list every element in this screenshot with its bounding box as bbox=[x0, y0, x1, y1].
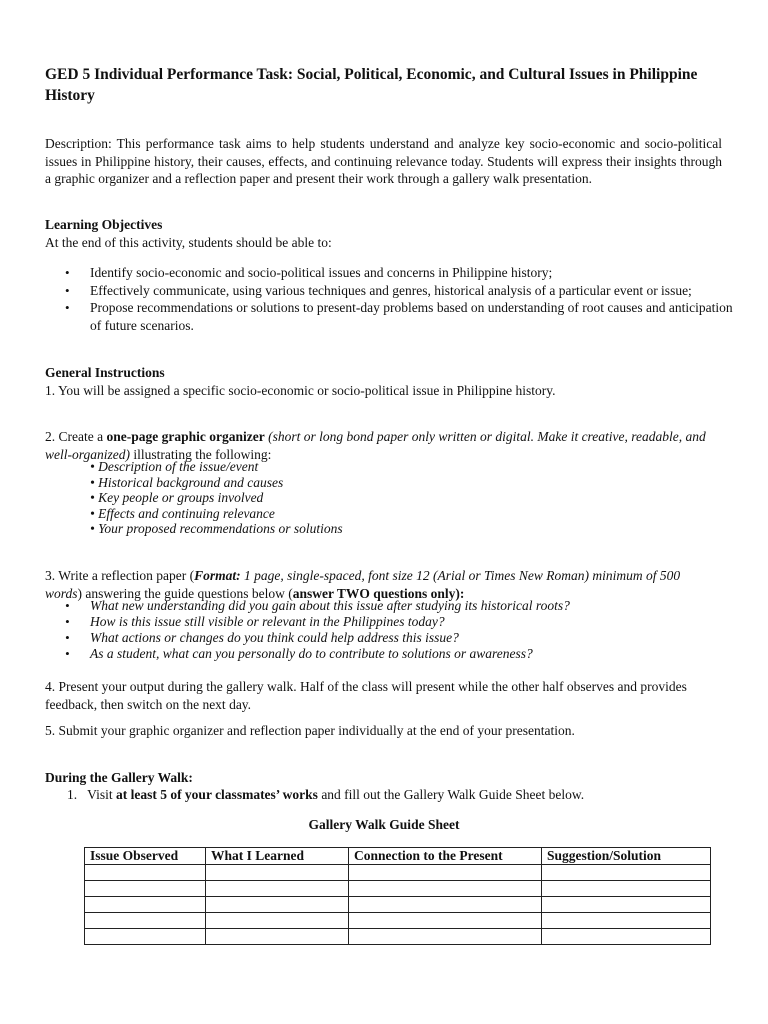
gallery-walk-guide-table bbox=[84, 847, 711, 945]
table-cell[interactable] bbox=[206, 929, 349, 945]
table-cell[interactable] bbox=[349, 897, 542, 913]
table-cell[interactable] bbox=[206, 865, 349, 881]
table-row bbox=[85, 865, 711, 881]
instructions-heading: General Instructions bbox=[45, 365, 165, 380]
column-header: What I Learned bbox=[206, 848, 349, 865]
organizer-item: • Your proposed recommendations or solutions bbox=[90, 521, 343, 536]
table-cell[interactable] bbox=[349, 913, 542, 929]
column-header: Connection to the Present bbox=[349, 848, 542, 865]
reflection-question: • What actions or changes do you think could help address this issue? bbox=[45, 630, 735, 646]
organizer-item: • Key people or groups involved bbox=[90, 490, 264, 505]
organizer-item: • Historical background and causes bbox=[90, 474, 284, 490]
table-cell[interactable] bbox=[542, 881, 711, 897]
instruction-step-3: 3. Write a reflection paper (Format: 1 page, single-spaced, font size 12 (Arial or Times New Roman) minimum of 500 words) answering the guide questions below (answer TWO questions only): bbox=[45, 568, 681, 601]
table-cell[interactable] bbox=[349, 865, 542, 881]
gallery-walk-item: 1. Visit at least 5 of your classmates’ works and fill out the Gallery Walk Guide Sheet below. bbox=[67, 787, 585, 802]
column-header: Issue Observed bbox=[85, 848, 206, 865]
reflection-question: • As a student, what can you personally do to contribute to solutions or awareness? bbox=[45, 646, 735, 662]
table-cell[interactable] bbox=[206, 897, 349, 913]
reflection-question: • How is this issue still visible or relevant in the Philippines today? bbox=[45, 614, 735, 630]
column-header: Suggestion/Solution bbox=[542, 848, 711, 865]
table-cell[interactable] bbox=[349, 881, 542, 897]
table-cell[interactable] bbox=[85, 865, 206, 881]
instruction-step-1: 1. You will be assigned a specific socio-economic or socio-political issue in Philippine history. bbox=[45, 383, 556, 398]
guide-sheet-title: Gallery Walk Guide Sheet bbox=[308, 817, 460, 832]
instruction-step-4: 4. Present your output during the gallery walk. Half of the class will present while the other half observes and provides feedback, then switch on the next day. bbox=[45, 679, 687, 712]
table-cell[interactable] bbox=[542, 913, 711, 929]
table-row bbox=[85, 881, 711, 897]
table-cell[interactable] bbox=[85, 913, 206, 929]
document-title: GED 5 Individual Performance Task: Social, Political, Economic, and Cultural Issues in Philippine History bbox=[45, 66, 698, 104]
objective-item: • Effectively communicate, using various techniques and genres, historical analysis of a particular event or issue; bbox=[45, 282, 735, 300]
table-cell[interactable] bbox=[85, 929, 206, 945]
objectives-list bbox=[45, 264, 735, 334]
reflection-question: • What new understanding did you gain about this issue after studying its historical roots? bbox=[45, 598, 735, 614]
objective-item: • Propose recommendations or solutions to present-day problems based on understanding of root causes and anticipation of future scenarios. bbox=[45, 299, 735, 334]
instruction-step-2: 2. Create a one-page graphic organizer (short or long bond paper only written or digital. Make it creative, readable, and well-organized) illustrating the following: bbox=[45, 429, 706, 462]
reflection-questions-list bbox=[45, 598, 735, 662]
table-cell[interactable] bbox=[542, 865, 711, 881]
table-header-row bbox=[85, 848, 711, 865]
table-cell[interactable] bbox=[542, 897, 711, 913]
organizer-item: • Effects and continuing relevance bbox=[90, 505, 275, 521]
description-paragraph: Description: This performance task aims to help students understand and analyze key socio-economic and socio-political issues in Philippine history, their causes, effects, and continuing relevance today. Students will express their insights through a graphic organizer and a reflection paper and present their work through a gallery walk presentation. bbox=[45, 136, 722, 186]
table-row bbox=[85, 897, 711, 913]
graphic-organizer-list bbox=[90, 459, 343, 537]
table-cell[interactable] bbox=[206, 913, 349, 929]
table-row bbox=[85, 929, 711, 945]
gallery-walk-heading: During the Gallery Walk: bbox=[45, 770, 193, 785]
table-cell[interactable] bbox=[542, 929, 711, 945]
table-row bbox=[85, 913, 711, 929]
organizer-item: • Description of the issue/event bbox=[90, 459, 259, 474]
table-cell[interactable] bbox=[206, 881, 349, 897]
objectives-heading: Learning Objectives bbox=[45, 217, 163, 232]
objective-item: • Identify socio-economic and socio-political issues and concerns in Philippine history; bbox=[45, 264, 735, 282]
table-cell[interactable] bbox=[349, 929, 542, 945]
table-cell[interactable] bbox=[85, 881, 206, 897]
instruction-step-5: 5. Submit your graphic organizer and reflection paper individually at the end of your presentation. bbox=[45, 723, 575, 738]
objectives-intro: At the end of this activity, students should be able to: bbox=[45, 235, 332, 250]
table-cell[interactable] bbox=[85, 897, 206, 913]
